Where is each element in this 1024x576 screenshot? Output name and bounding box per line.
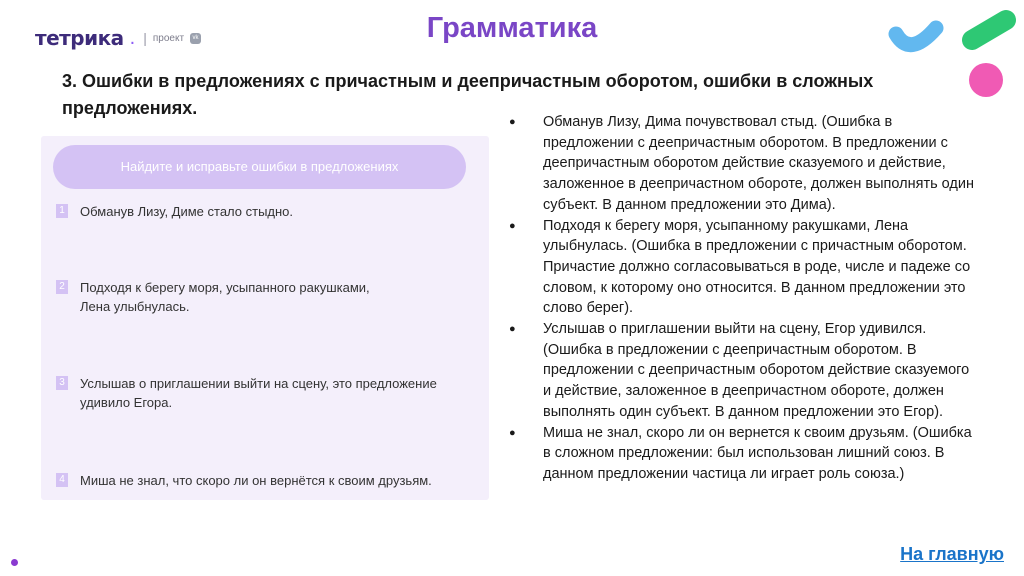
task-text: Услышав о приглашении выйти на сцену, это предложение удивило Егора.: [80, 376, 437, 410]
task-item: [56, 471, 485, 490]
answer-item: [509, 112, 979, 216]
logo-dot: .: [129, 26, 136, 49]
answer-item: [509, 216, 979, 320]
exercise-card: [41, 136, 489, 500]
exercise-header: Найдите и исправьте ошибки в предложениях: [53, 145, 466, 189]
blue-arc-icon: [896, 28, 936, 45]
bullet-icon: ●: [509, 219, 516, 232]
task-text: Обманув Лизу, Диме стало стыдно.: [80, 204, 294, 219]
task-text: Подходя к берегу моря, усыпанного ракушками, Лена улыбнулась.: [80, 280, 370, 314]
answer-text: Миша не знал, скоро ли он вернется к своим друзьям. (Ошибка в сложном предложении: был использован лишний союз. В данном предложении частица ли играет роль союза.): [543, 424, 972, 482]
task-item: [56, 278, 390, 316]
green-pill-icon: [972, 20, 1006, 40]
logo-project-label: проект: [152, 32, 185, 44]
task-item: [56, 374, 485, 412]
section-subtitle: 3. Ошибки в предложениях с причастным и деепричастным оборотом, ошибки в сложных предложениях.: [62, 71, 874, 118]
task-number: 3: [56, 376, 68, 390]
home-link[interactable]: На главную: [900, 544, 1004, 564]
corner-dot: [11, 559, 18, 566]
bullet-icon: ●: [509, 116, 516, 128]
vk-badge-icon: vk: [190, 33, 201, 44]
bullet-icon: ●: [509, 426, 516, 439]
task-number: 1: [56, 204, 68, 218]
logo-separator: |: [143, 30, 147, 46]
task-text: Миша не знал, что скоро ли он вернётся к своим друзьям.: [80, 473, 432, 488]
answer-text: Обманув Лизу, Дима почувствовал стыд. (Ошибка в предложении с деепричастным оборотом. В предложении с деепричастным оборотом действие сказуемого и действие, заложенное в деепричастном обороте, должен выполнять один субъект. В данном предложении это Дима).: [543, 114, 974, 213]
page-title: Грамматика: [426, 12, 598, 44]
pink-circle-icon: [969, 63, 1003, 97]
answer-text: Подходя к берегу моря, усыпанному ракушками, Лена улыбнулась. (Ошибка в предложении с причастным оборотом. Причастие должно согласовываться в роде, числе и падеже со словом, к которому оно относится. В данном предложении это слово берег).: [543, 217, 971, 317]
answers-list: [509, 112, 979, 485]
answer-item: [509, 423, 979, 485]
task-item: [56, 202, 485, 221]
answer-item: [509, 319, 979, 423]
task-number: 2: [56, 280, 68, 294]
answer-text: Услышав о приглашении выйти на сцену, Егор удивился. (Ошибка в предложении с деепричастным оборотом. В предложении с деепричастным оборотом действие сказуемого и действие, заложенное в деепричастном обороте, должен выполнять один субъект. В данном предложении это Егор).: [543, 321, 970, 420]
task-number: 4: [56, 473, 68, 487]
bullet-icon: ●: [509, 323, 516, 336]
logo-wordmark: тетрика: [35, 26, 124, 50]
